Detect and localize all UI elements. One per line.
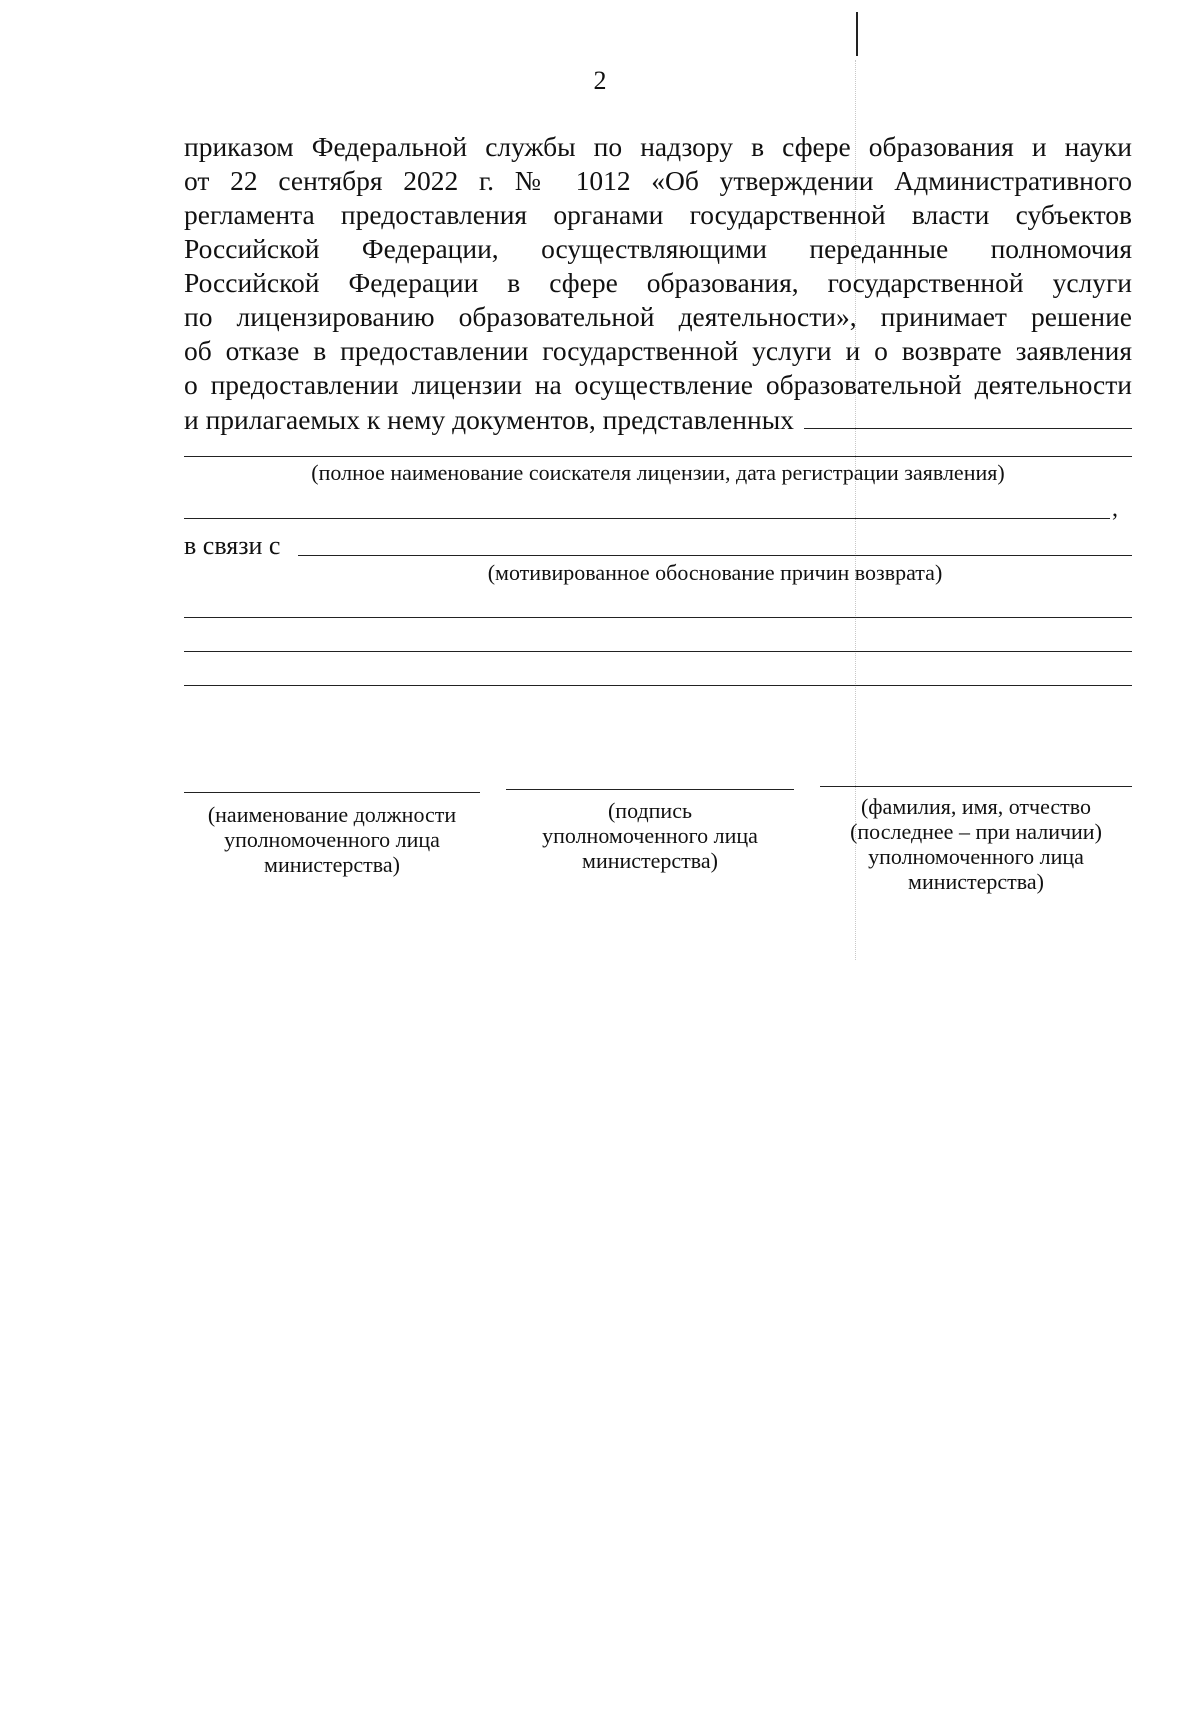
position-label-line: (наименование должности xyxy=(207,802,457,827)
name-signature-line[interactable] xyxy=(820,786,1132,787)
reason-blank-line-2[interactable] xyxy=(184,617,1132,618)
signature-label-line: министерства) xyxy=(582,848,718,873)
body-line: Российской Федерации в сфере образования, государственной услуги xyxy=(184,267,1132,298)
applicant-blank-line-2[interactable] xyxy=(184,518,1110,519)
applicant-blank-line[interactable] xyxy=(184,456,1132,457)
signature-label-line: (подпись xyxy=(607,798,692,823)
name-label-line: (фамилия, имя, отчество xyxy=(860,794,1092,819)
body-line: приказом Федеральной службы по надзору в сфере образования и науки xyxy=(184,131,1132,162)
applicant-caption: (полное наименование соискателя лицензии, дата регистрации заявления) xyxy=(311,460,1005,485)
body-line: об отказе в предоставлении государственной услуги и о возврате заявления xyxy=(184,335,1132,366)
name-label xyxy=(820,794,1132,894)
applicant-comma: , xyxy=(1112,496,1118,522)
name-label-line: (последнее – при наличии) xyxy=(850,819,1102,844)
reason-blank-line-3[interactable] xyxy=(184,651,1132,652)
reason-blank-line[interactable] xyxy=(298,555,1132,556)
page-number: 2 xyxy=(593,66,607,95)
body-line: по лицензированию образовательной деятельности», принимает решение xyxy=(184,301,1132,332)
body-last-line-text: и прилагаемых к нему документов, представленных xyxy=(184,404,794,435)
name-label-line: уполномоченного лица xyxy=(868,844,1084,869)
position-label-line: министерства) xyxy=(264,852,400,877)
body-paragraph xyxy=(184,130,1132,437)
reason-caption: (мотивированное обоснование причин возврата) xyxy=(487,560,943,585)
body-line-last xyxy=(184,402,1132,437)
name-label-line: министерства) xyxy=(908,869,1044,894)
signature-line[interactable] xyxy=(506,789,794,790)
applicant-blank-inline[interactable] xyxy=(804,402,1132,429)
body-line: Российской Федерации, осуществляющими переданные полномочия xyxy=(184,233,1132,264)
signature-label xyxy=(506,798,794,873)
scan-mark xyxy=(856,12,858,56)
body-line: от 22 сентября 2022 г. № 1012 «Об утверждении Административного xyxy=(184,165,1132,196)
position-signature-line[interactable] xyxy=(184,792,480,793)
position-label-line: уполномоченного лица xyxy=(224,827,440,852)
signature-label-line: уполномоченного лица xyxy=(542,823,758,848)
position-label xyxy=(184,802,480,877)
in-connection-label: в связи с xyxy=(184,531,281,560)
body-line: регламента предоставления органами государственной власти субъектов xyxy=(184,199,1132,230)
body-line: о предоставлении лицензии на осуществление образовательной деятельности xyxy=(184,369,1132,400)
reason-blank-line-4[interactable] xyxy=(184,685,1132,686)
